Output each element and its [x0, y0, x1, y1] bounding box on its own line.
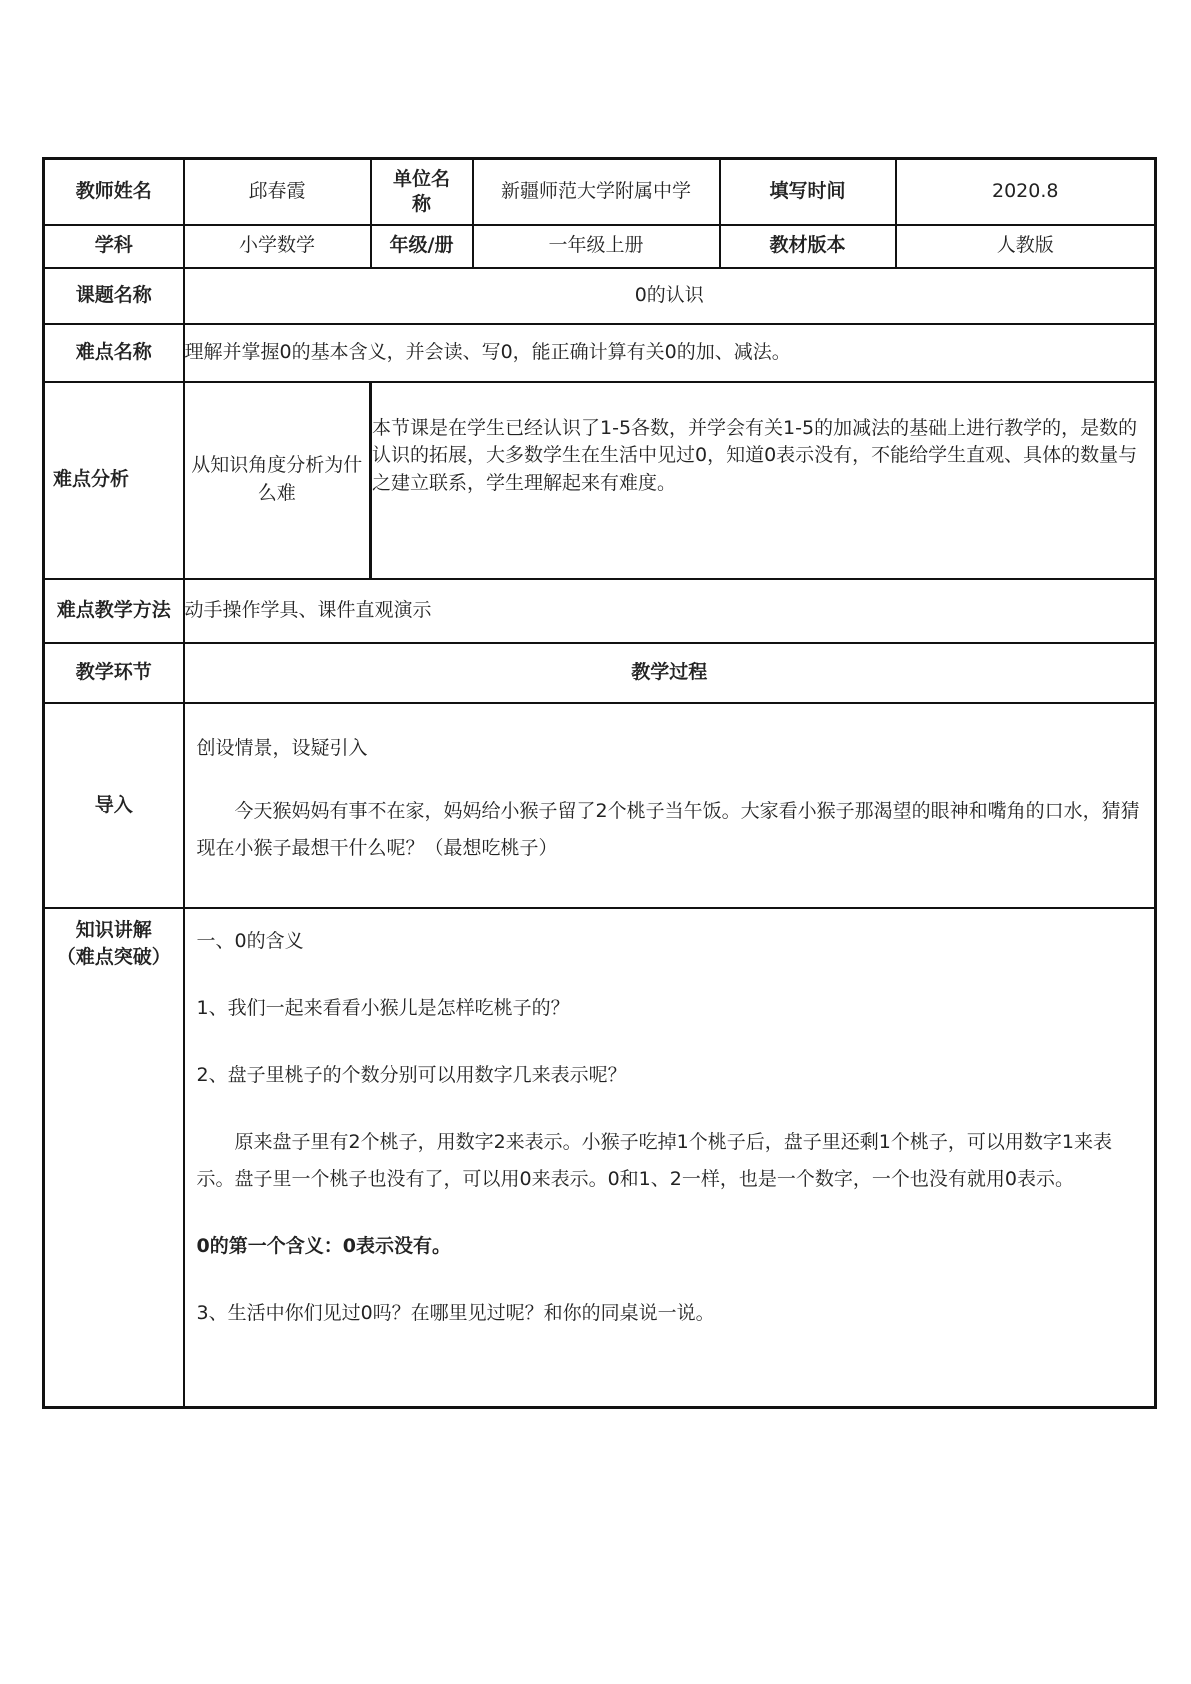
difficulty-label: 难点名称: [44, 324, 184, 382]
method-label: 难点教学方法: [44, 579, 184, 643]
teacher-name-label: 教师姓名: [44, 159, 184, 225]
topic-row: [44, 268, 1156, 324]
difficulty-value: 理解并掌握0的基本含义，并会读、写0，能正确计算有关0的加、减法。: [184, 324, 1156, 382]
process-header-row: [44, 643, 1156, 703]
header-row-2: [44, 225, 1156, 268]
knowledge-p2: 1、我们一起来看看小猴儿是怎样吃桃子的？: [196, 996, 570, 1019]
edition-label: 教材版本: [720, 225, 896, 268]
method-row: [44, 579, 1156, 643]
fill-date-value: 2020.8: [896, 159, 1156, 225]
edition-value: 人教版: [896, 225, 1156, 268]
grade-value: 一年级上册: [473, 225, 720, 268]
intro-content: [184, 703, 1156, 908]
lesson-plan-table: [42, 157, 1157, 1409]
knowledge-content: [184, 908, 1156, 1408]
analysis-row: [44, 382, 1156, 579]
header-row-1: [44, 159, 1156, 225]
analysis-text: 本节课是在学生已经认识了1-5各数，并学会有关1-5的加减法的基础上进行教学的，是数的认识的拓展，大多数学生在生活中见过0，知道0表示没有，不能给学生直观、具体的数量与之建立联系，学生理解起来有难度。: [371, 382, 1156, 579]
lesson-plan-sheet: [42, 157, 1154, 1409]
unit-name-value: 新疆师范大学附属中学: [473, 159, 720, 225]
difficulty-row: [44, 324, 1156, 382]
knowledge-label: [44, 908, 184, 1408]
grade-label: 年级/册: [371, 225, 473, 268]
knowledge-p1: 一、0的含义: [196, 929, 304, 952]
analysis-sub-label: 从知识角度分析为什么难: [184, 382, 371, 579]
knowledge-label-line-2: （难点突破）: [56, 946, 171, 969]
knowledge-p4: 原来盘子里有2个桃子，用数字2来表示。小猴子吃掉1个桃子后，盘子里还剩1个桃子，可以用数字1来表示。盘子里一个桃子也没有了，可以用0来表示。0和1、2一样，也是一个数字，一个也没有就用0表示。: [196, 1130, 1112, 1190]
intro-row: [44, 703, 1156, 908]
intro-line-2: 今天猴妈妈有事不在家，妈妈给小猴子留了2个桃子当午饭。大家看小猴子那渴望的眼神和嘴角的口水，猜猜现在小猴子最想干什么呢？（最想吃桃子）: [196, 799, 1140, 859]
intro-label: 导入: [44, 703, 184, 908]
analysis-label: 难点分析: [44, 382, 184, 579]
teacher-name-value: 邱春霞: [184, 159, 371, 225]
knowledge-p3: 2、盘子里桃子的个数分别可以用数字几来表示呢？: [196, 1063, 627, 1086]
knowledge-p6: 3、生活中你们见过0吗？在哪里见过呢？和你的同桌说一说。: [196, 1301, 715, 1324]
intro-line-1: 创设情景，设疑引入: [196, 736, 368, 759]
knowledge-row: [44, 908, 1156, 1408]
knowledge-p5: 0的第一个含义：0表示没有。: [196, 1234, 451, 1257]
topic-value: 0的认识: [184, 268, 1156, 324]
unit-name-label: 单位名称: [371, 159, 473, 225]
teaching-process-label: 教学过程: [184, 643, 1156, 703]
knowledge-label-line-1: 知识讲解: [75, 918, 152, 941]
subject-label: 学科: [44, 225, 184, 268]
topic-label: 课题名称: [44, 268, 184, 324]
method-value: 动手操作学具、课件直观演示: [184, 579, 1156, 643]
subject-value: 小学数学: [184, 225, 371, 268]
teaching-stage-label: 教学环节: [44, 643, 184, 703]
fill-date-label: 填写时间: [720, 159, 896, 225]
